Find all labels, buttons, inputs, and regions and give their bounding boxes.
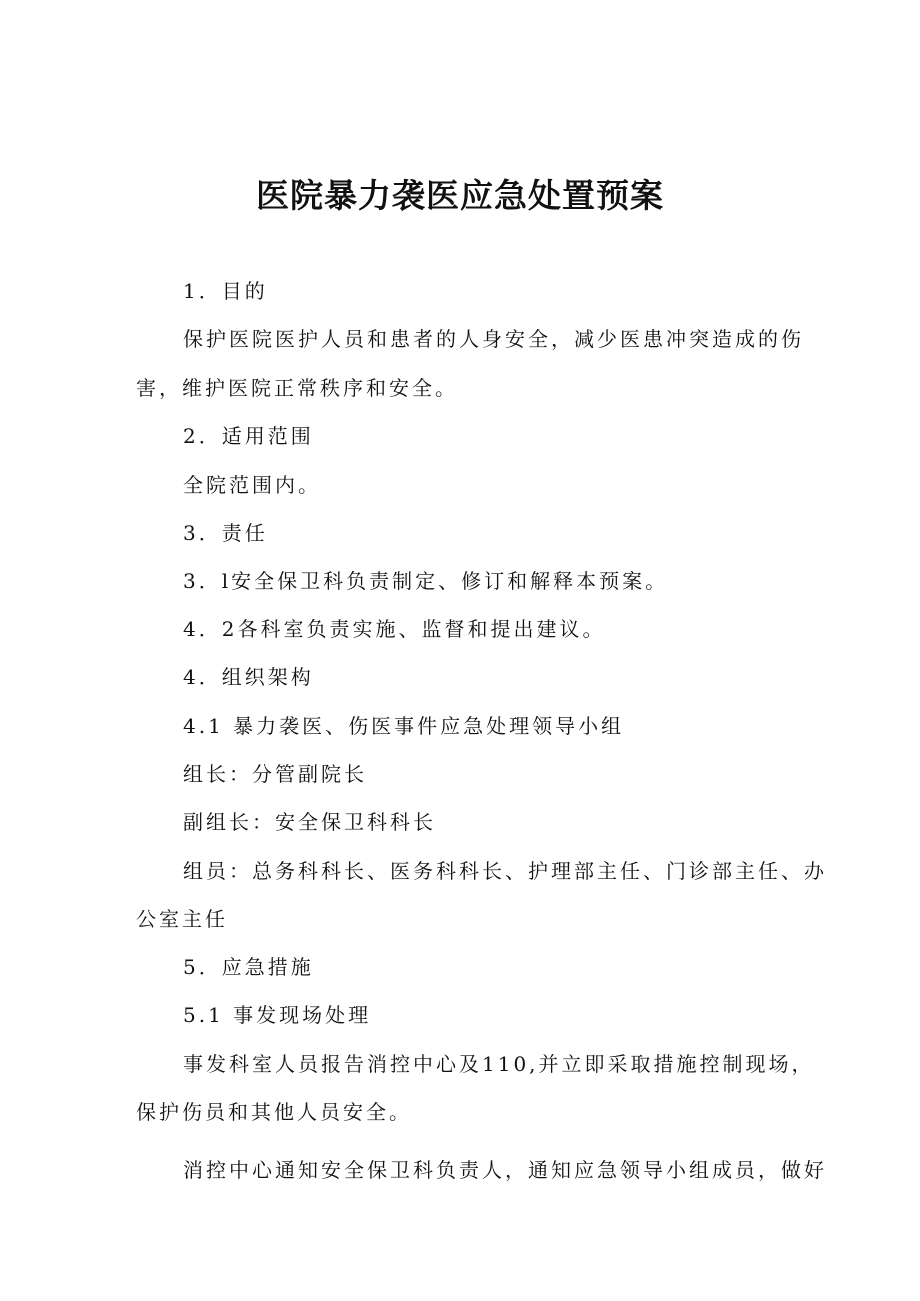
paragraph-responsibility-2: 4．2各科室负责实施、监督和提出建议。 bbox=[183, 617, 606, 641]
section-1-heading: 1．目的 bbox=[183, 279, 268, 303]
paragraph-deputy-leader: 副组长：安全保卫科科长 bbox=[183, 810, 436, 834]
subsection-4-1-heading: 4.1 暴力袭医、伤医事件应急处理领导小组 bbox=[183, 714, 625, 738]
document-title: 医院暴力袭医应急处置预案 bbox=[256, 176, 664, 215]
paragraph-onsite-line-2: 保护伤员和其他人员安全。 bbox=[136, 1100, 412, 1124]
paragraph-purpose-line-2: 害，维护医院正常秩序和安全。 bbox=[136, 376, 458, 400]
section-3-heading: 3．责任 bbox=[183, 521, 268, 545]
paragraph-scope: 全院范围内。 bbox=[183, 473, 321, 497]
paragraph-team-leader: 组长：分管副院长 bbox=[183, 762, 367, 786]
paragraph-onsite-line-1: 事发科室人员报告消控中心及110,并立即采取措施控制现场， bbox=[183, 1052, 815, 1076]
subsection-5-1-heading: 5.1 事发现场处理 bbox=[183, 1003, 372, 1027]
section-5-heading: 5．应急措施 bbox=[183, 955, 314, 979]
paragraph-members-line-1: 组员：总务科科长、医务科科长、护理部主任、门诊部主任、办 bbox=[183, 859, 827, 883]
section-4-heading: 4．组织架构 bbox=[183, 665, 314, 689]
section-2-heading: 2．适用范围 bbox=[183, 424, 314, 448]
paragraph-members-line-2: 公室主任 bbox=[136, 907, 228, 931]
paragraph-responsibility-1: 3．l安全保卫科负责制定、修订和解释本预案。 bbox=[183, 569, 669, 593]
paragraph-purpose-line-1: 保护医院医护人员和患者的人身安全，减少医患冲突造成的伤 bbox=[183, 327, 804, 351]
paragraph-control-center: 消控中心通知安全保卫科负责人，通知应急领导小组成员，做好 bbox=[183, 1158, 827, 1182]
